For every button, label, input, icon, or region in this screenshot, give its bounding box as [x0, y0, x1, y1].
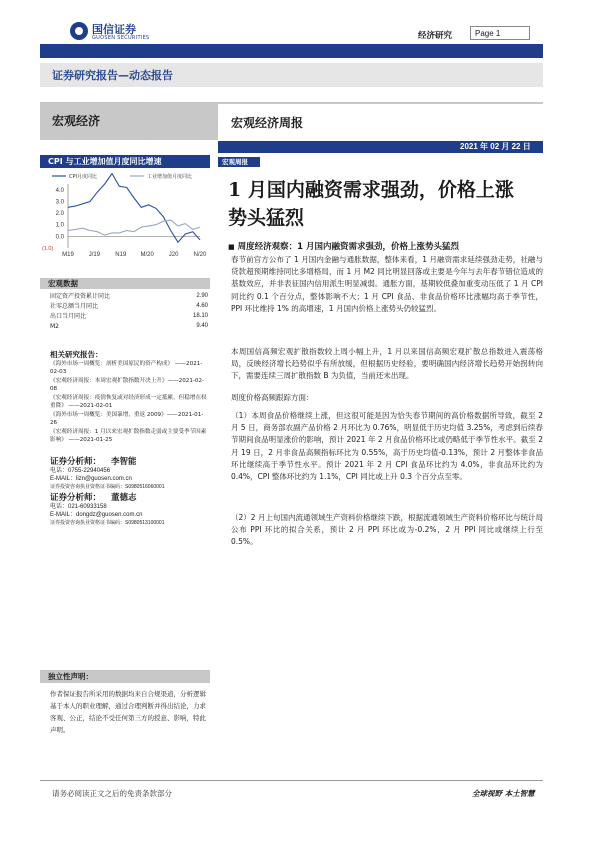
report-date: 2021 年 02 月 22 日	[460, 142, 531, 151]
x-tick-label: M19	[62, 252, 74, 258]
body-paragraph: 本周国信高频宏观扩散指数较上周小幅上升，1 月以来国信高频宏观扩散总指数进入震荡格局，反映经济增长趋势似乎有所放缓，但根据历史经验，要明确国内经济增长趋势开始拐转向下，需要连续三周扩散指数 B 为负值，当前还未出现。	[231, 347, 543, 381]
body-paragraph: （1）本周食品价格继续上涨，但这很可能是因为恰失春节期间的高价格数据所导致，截至 2 月 5 日，商务部农副产品价格 2 月环比为 0.76%，明显低于历史均值 3.25%，考虑到后续春节期间食品明显涨价的影响，预计 2021 年 2 月食品价格环比或仍略低于季节性水平。截至 2 月 19 日，2 月非食品高频指标环比为 0.55%，高于历史均值-0.13%，预计 2 月整体非食品环比继续高于季节性水平。预计 2021 年 2 月 CPI 食品环比约为 4.0%，非食品环比约为 0.4%，CPI 整体环比约为 1.1%，CPI 同比或上升 0.3 个百分点至零。	[231, 411, 543, 482]
category-title: 宏观经济	[52, 114, 101, 128]
series-line	[68, 220, 200, 235]
footer-divider	[40, 780, 543, 781]
report-type: 经济研究	[418, 31, 453, 41]
related-report: 《宏观经济周报：本周宏观扩散指数开决上升》——2021-02-08	[50, 378, 205, 392]
macro-row	[50, 292, 208, 301]
y-tick-label: 4.0	[55, 187, 64, 194]
x-tick-label: J20	[168, 252, 179, 258]
x-tick-label: M/20	[140, 252, 154, 258]
legend-label: CPI月度同比	[69, 174, 97, 180]
analyst-email: E-MAIL：dongdz@guosen.com.cn	[50, 512, 143, 518]
legend-label: 工业增加值月度同比	[147, 174, 193, 180]
main-title-line: 势头猛烈	[228, 207, 305, 229]
macro-row-value: 9.40	[196, 323, 208, 329]
analyst-phone: 电话：0755-22940456	[50, 468, 111, 474]
logo-en-text: GUOSEN SECURITIES	[92, 35, 150, 41]
macro-row-label: 固定资产投资累计同比	[50, 293, 111, 300]
series-title: 证券研究报告—动态报告	[52, 69, 173, 82]
slogan: 全球视野 本土智慧	[472, 789, 535, 798]
body-paragraph: 春节前官方公布了 1 月国内金融与通胀数据，整体来看，1 月融资需求延续强劲走势，社融与贷款超预期维持同比多增格局，而 1 月 M2 同比明显回落或主要是今年与去年春节错位造成的基数效应，并非表征国内信用派生明显减弱。通胀方面，基期较低叠加重变动压低了 1 月 CPI 同比约 0.1 个百分点，整体影响不大；1 月 CPI 食品、非食品价格环比涨幅均高于季节性，PPI 环比维持 1% 的高增速，1 月国内价格上涨势头仍较猛烈。	[231, 255, 543, 313]
main-title-line: 1 月国内融资需求强劲，价格上涨	[228, 179, 514, 201]
disclaimer-note: 请务必阅读正文之后的免责条款部分	[52, 789, 172, 798]
x-tick-label: N/20	[193, 252, 207, 258]
x-tick-label: J/19	[88, 252, 101, 258]
main-title	[228, 176, 543, 232]
macro-row	[50, 312, 208, 321]
analyst-title: 证券分析师：	[50, 457, 102, 467]
y-tick-label: 2.0	[55, 211, 64, 218]
header-band	[40, 44, 543, 58]
analyst-email: E-MAIL：lizn@guosen.com.cn	[50, 476, 132, 482]
related-report: 《海外市场一周概览：美国暴增，重返 2009》——2021-01-26	[50, 412, 204, 426]
analyst-name-2	[50, 491, 137, 503]
macro-row	[50, 322, 208, 331]
bullet-heading: ■ 周度经济观察：1 月国内融资需求强劲，价格上涨势头猛烈	[228, 240, 543, 252]
page-number: Page 1	[470, 26, 530, 40]
x-tick-label: N19	[115, 252, 127, 258]
section-label: 宏观周报	[222, 158, 248, 166]
analyst-name-1	[50, 455, 137, 467]
y-tick-label: 1.0	[55, 222, 64, 229]
chart-title: CPI 与工业增加值月度同比增速	[48, 157, 162, 166]
related-report: 《宏观经济周报：疫情恢复或对经济形成一定抵累，但稳增在权重降》 ——2021-02-01	[50, 395, 207, 409]
cpi-industry-chart	[40, 170, 210, 268]
macro-title: 宏观数据	[48, 279, 78, 288]
analyst-phone: 电话：021-60933158	[50, 504, 107, 510]
analyst-cert-text: 证券投资咨询执业资格证书编码：S0980513100001	[50, 520, 165, 526]
related-report: 《宏观经济周报：1 月以来宏观扩散指数走弱或主要受季节因素影响》 ——2021-01-25	[50, 429, 207, 443]
analyst-name: 董德志	[111, 493, 137, 503]
analyst-cert-text: 证券投资咨询执业资格证书编码：S0980516060001	[50, 484, 165, 490]
body-paragraph: 周度价格高频跟踪方面：	[231, 393, 314, 402]
logo-cn-text: 国信证券	[92, 23, 136, 36]
body-paragraph: （2）2 月上旬国内流通领域生产资料价格继续下跌，根据流通领域生产资料价格环比与统计局公布 PPI 环比的拟合关系，预计 2 月 PPI 环比或为-0.2%，2 月 PPI 同比或继续上行至 0.5%。	[231, 513, 543, 547]
y-tick-label: 0.0	[55, 234, 64, 241]
report-name: 宏观经济周报	[231, 116, 304, 130]
macro-row-value: 4.60	[196, 303, 208, 309]
independence-text: 作者保证报告所采用的数据均来自合规渠道，分析逻辑基于本人的职业理解，通过合理判断并得出结论，力求客观、公正，结论不受任何第三方的授意、影响，特此声明。	[50, 690, 206, 734]
y-tick-label: 3.0	[55, 199, 64, 206]
macro-row-value: 18.10	[192, 313, 208, 319]
macro-row-label: 出口当月同比	[50, 313, 87, 320]
macro-row-value: 2.90	[196, 293, 208, 299]
analyst-title: 证券分析师：	[50, 493, 102, 503]
related-report: 《海外市场一周概览：剖析美国原民的资产构成》 ——2021-02-03	[50, 361, 203, 375]
macro-row-label: 社零总额当月同比	[50, 303, 99, 310]
related-title: 相关研究报告：	[50, 350, 103, 359]
company-logo	[70, 20, 160, 46]
y-tick-label-negative: (1.0)	[42, 246, 54, 252]
logo-mark-icon	[70, 22, 88, 40]
macro-row-label: M2	[50, 323, 59, 330]
analyst-name: 李智能	[111, 457, 137, 467]
independence-title: 独立性声明：	[48, 672, 93, 681]
macro-row	[50, 302, 208, 311]
